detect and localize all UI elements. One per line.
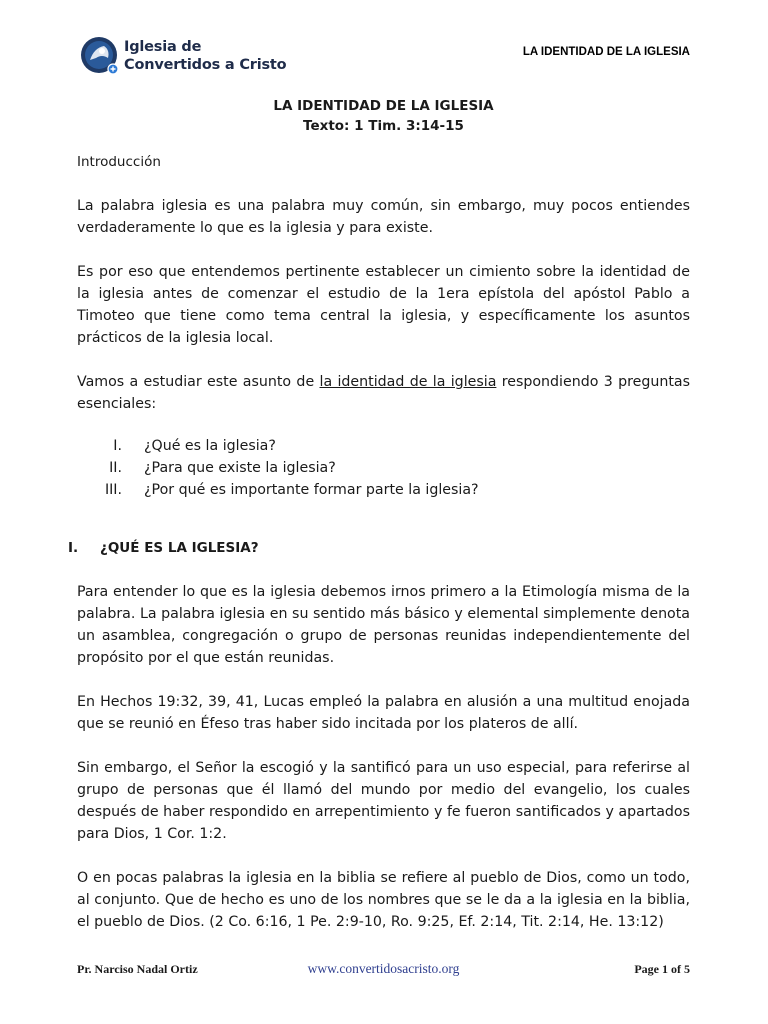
paragraph-2: Es por eso que entendemos pertinente establecer un cimiento sobre la identidad de la iglesia antes de comenzar el estudio de la 1era epístola del apóstol Pablo a Timoteo que tiene como tema central la iglesia, y específicamente los asuntos prácticos de la iglesia local. (77, 264, 690, 346)
paragraph-7: O en pocas palabras la iglesia en la biblia se refiere al pueblo de Dios, como un todo, al conjunto. Que de hecho es uno de los nombres que se le da a la iglesia en la biblia, el pueblo de Dios. (2 Co. 6:16, 1 Pe. 2:9-10, Ro. 9:25, Ef. 2:14, Tit. 2:14, He. 13:12) (77, 870, 690, 930)
list-item-text: ¿Qué es la iglesia? (144, 438, 276, 454)
church-logo (80, 36, 286, 76)
list-item (77, 479, 690, 501)
list-item-number: I. (113, 438, 122, 454)
paragraph-4: Para entender lo que es la iglesia debemos irnos primero a la Etimología misma de la palabra. La palabra iglesia en su sentido más básico y elemental simplemente denota un asamblea, congregación o grupo de personas reunidas independientemente del propósito por el que están reunidas. (77, 584, 690, 666)
paragraph-3 (77, 371, 690, 415)
questions-list (77, 435, 690, 501)
logo-text (124, 38, 286, 74)
list-item (77, 457, 690, 479)
section-heading (68, 537, 690, 559)
paragraph-1: La palabra iglesia es una palabra muy común, sin embargo, muy pocos entiendes verdaderamente lo que es la iglesia y para existe. (77, 198, 690, 236)
list-item-text: ¿Por qué es importante formar parte la iglesia? (144, 482, 479, 498)
logo-line-2: Convertidos a Cristo (124, 57, 287, 73)
document-subtitle: Texto: 1 Tim. 3:14-15 (303, 118, 464, 134)
section-number: I. (68, 540, 79, 556)
list-item-text: ¿Para que existe la iglesia? (144, 460, 336, 476)
intro-heading: Introducción (77, 154, 161, 170)
church-logo-icon (80, 36, 120, 76)
running-header-title: LA IDENTIDAD DE LA IGLESIA (522, 46, 690, 58)
page-number: Page 1 of 5 (634, 962, 690, 976)
document-body (68, 96, 690, 933)
list-item-number: II. (109, 460, 122, 476)
page-footer (77, 962, 690, 980)
underlined-phrase: la identidad de la iglesia (319, 374, 497, 390)
list-item (77, 435, 690, 457)
footer-website-link[interactable]: www.convertidosacristo.org (307, 961, 460, 976)
page-header (80, 36, 690, 84)
paragraph-6: Sin embargo, el Señor la escogió y la santificó para un uso especial, para referirse al grupo de personas que él llamó del mundo por medio del evangelio, los cuales después de haber respondido en arrepentimiento y fe fueron santificados y apartados para Dios, 1 Cor. 1:2. (77, 760, 690, 842)
paragraph-3-start: Vamos a estudiar este asunto de (77, 374, 320, 390)
list-item-number: III. (104, 482, 122, 498)
section-title: ¿QUÉ ES LA IGLESIA? (100, 540, 259, 556)
paragraph-3-end: respondiendo 3 preguntas esenciales: (77, 374, 690, 412)
logo-line-1: Iglesia de (124, 39, 202, 55)
paragraph-5: En Hechos 19:32, 39, 41, Lucas empleó la palabra en alusión a una multitud enojada que se reunió en Éfeso tras haber sido incitada por los plateros de allí. (77, 694, 690, 732)
footer-author: Pr. Narciso Nadal Ortiz (77, 962, 198, 976)
document-title: LA IDENTIDAD DE LA IGLESIA (273, 98, 494, 114)
